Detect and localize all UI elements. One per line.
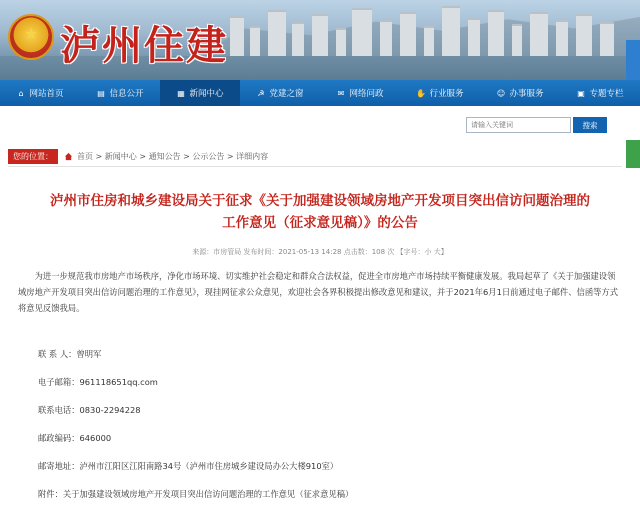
article-meta: 来源：市房管局 发布时间：2021-05-13 14:28 点击数：108 次 【字号：小 大】 [192,248,448,256]
nav-item-label: 网站首页 [29,89,64,99]
search-button[interactable]: 搜索 [573,117,607,133]
banner-building [230,16,244,56]
nav-item-label: 信息公开 [109,89,144,99]
nav-item-label: 网络问政 [349,89,384,99]
nav-item-label: 新闻中心 [189,89,224,99]
banner-hills [200,10,640,56]
banner-building [512,24,522,56]
banner-building [312,14,328,56]
news-icon: ▦ [177,88,185,98]
article-body [18,268,618,316]
chat-icon: ✉ [337,88,345,98]
banner-building [600,22,614,56]
document-icon: ▤ [97,88,105,98]
contact-postcode: 邮政编码：646000 [38,433,112,443]
contact-email: 电子邮箱：961118651qq.com [38,377,158,387]
party-icon: ☭ [257,88,265,98]
banner-building [352,8,372,56]
banner-building [400,12,416,56]
header-banner [0,0,640,80]
handshake-icon: ✋ [416,88,426,98]
user-icon: ☺ [496,88,506,98]
contact-person: 联 系 人：曾明军 [38,349,102,359]
nav-item-label: 行业服务 [429,89,464,99]
breadcrumb [8,151,622,167]
banner-building [576,14,592,56]
home-icon [64,152,73,161]
banner-building [380,20,392,56]
main-nav [0,80,640,106]
banner-building [468,18,480,56]
home-icon: ⌂ [18,88,24,98]
breadcrumb-label: 您的位置： [8,149,58,164]
banner-building [442,6,460,56]
nav-item-label: 专题专栏 [589,89,624,99]
article-title-line2: 工作意见（征求意见稿）》的公告 [222,215,418,231]
contact-address: 邮寄地址：泸州市江阳区江阳南路34号（泸州市住房城乡建设局办公大楼910室） [38,461,339,471]
search-input[interactable] [466,117,571,133]
nav-item-home[interactable] [0,80,80,106]
breadcrumb-path[interactable]: 首页 > 新闻中心 > 通知公告 > 公示公告 > 详细内容 [77,152,269,161]
nav-item-service[interactable] [480,80,560,106]
contact-phone: 联系电话：0830-2294228 [38,405,141,415]
banner-building [424,26,434,56]
nav-item-industry[interactable] [400,80,480,106]
banner-building [488,10,504,56]
nav-item-label: 办事服务 [509,89,544,99]
nav-item-topics[interactable] [560,80,640,106]
banner-building [292,22,304,56]
nav-item-news[interactable] [160,80,240,106]
search-bar [0,106,640,140]
banner-building [250,26,260,56]
nav-item-label: 党建之窗 [269,89,304,99]
site-logo[interactable]: 泸州住建 [60,22,228,69]
banner-building [336,28,346,56]
national-emblem-icon: ★ [8,14,54,60]
nav-item-inquiry[interactable] [320,80,400,106]
article-title [20,190,620,234]
article-paragraph: 为进一步规范我市房地产市场秩序，净化市场环境、切实维护社会稳定和群众合法权益，促进全市房地产市场持续平衡健康发展。我局起草了《关于加强建设领域房地产开发项目突出信访问题治理的工作意见》，现挂网征求公众意见，欢迎社会各界积极提出修改意见和建议，并于2021年6月1日前通过电子邮件、信函等方式将意见反馈我局。 [18,271,619,313]
banner-building [556,20,568,56]
banner-building [268,10,286,56]
grid-icon: ▣ [577,88,585,98]
banner-building [530,12,548,56]
nav-item-info[interactable] [80,80,160,106]
article-title-line1: 泸州市住房和城乡建设局关于征求《关于加强建设领域房地产开发项目突出信访问题治理的 [50,193,590,209]
nav-item-party[interactable] [240,80,320,106]
article-attachment[interactable]: 附件：关于加强建设领域房地产开发项目突出信访问题治理的工作意见（征求意见稿） [38,489,354,499]
